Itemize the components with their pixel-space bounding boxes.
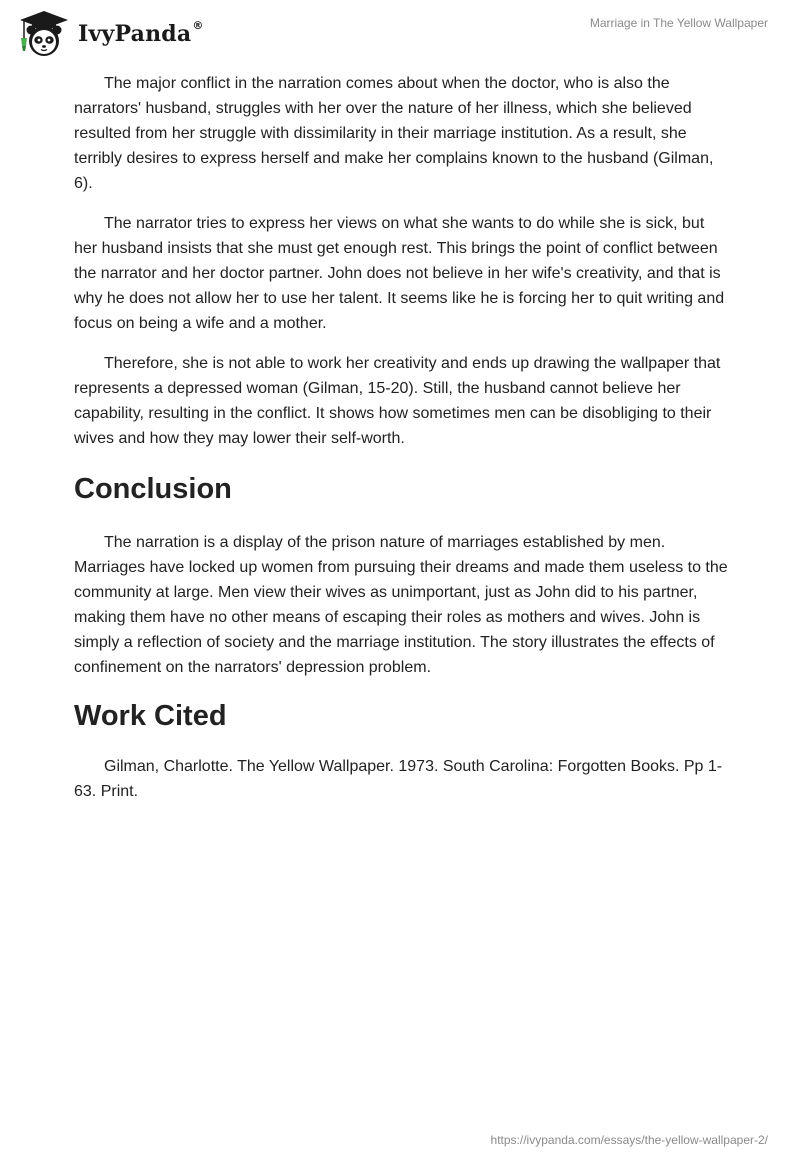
page-header xyxy=(0,0,800,64)
body-paragraph-1: The major conflict in the narration comes about when the doctor, who is also the narrators' husband, struggles with her over the nature of her illness, which she believed resulted from her struggle with dissimilarity in their marriage institution. As a result, she terribly desires to express herself and make her complains known to the husband (Gilman, 6). xyxy=(74,75,714,192)
panda-graduate-icon xyxy=(14,8,72,58)
document-title: Marriage in The Yellow Wallpaper xyxy=(589,16,768,30)
body-paragraph-2: The narrator tries to express her views on what she wants to do while she is sick, but her husband insists that she must get enough rest. This brings the point of conflict between the narrator and her doctor partner. John does not believe in her wife's creativity, and that is why he does not allow her to use her talent. It seems like he is forcing her to quit writing and focus on being a wife and a mother. xyxy=(74,215,725,332)
brand-name: IvyPanda® xyxy=(78,19,204,47)
body-paragraph-3: Therefore, she is not able to work her creativity and ends up drawing the wallpaper that represents a depressed woman (Gilman, 15-20). Still, the husband cannot believe her capability, resulting in the conflict. It shows how sometimes men can be disobliging to their wives and how they may lower their self-worth. xyxy=(74,355,721,447)
source-url-link[interactable]: https://ivypanda.com/essays/the-yellow-wallpaper-2/ xyxy=(490,1133,768,1147)
registered-mark: ® xyxy=(192,19,204,32)
conclusion-heading: Conclusion xyxy=(74,473,232,505)
citation-entry: Gilman, Charlotte. The Yellow Wallpaper. 1973. South Carolina: Forgotten Books. Pp 1-63. Print. xyxy=(74,758,723,800)
brand-logo[interactable] xyxy=(14,8,204,58)
essay-content xyxy=(74,71,730,819)
works-cited-heading: Work Cited xyxy=(74,700,227,732)
conclusion-paragraph: The narration is a display of the prison nature of marriages established by men. Marriages have locked up women from pursuing their dreams and made them useless to the community at large. Men view their wives as unimportant, just as John did to his partner, making them have no other means of escaping their roles as mothers and wives. John is simply a reflection of society and the marriage institution. The story illustrates the effects of confinement on the narrators' depression problem. xyxy=(74,534,728,676)
